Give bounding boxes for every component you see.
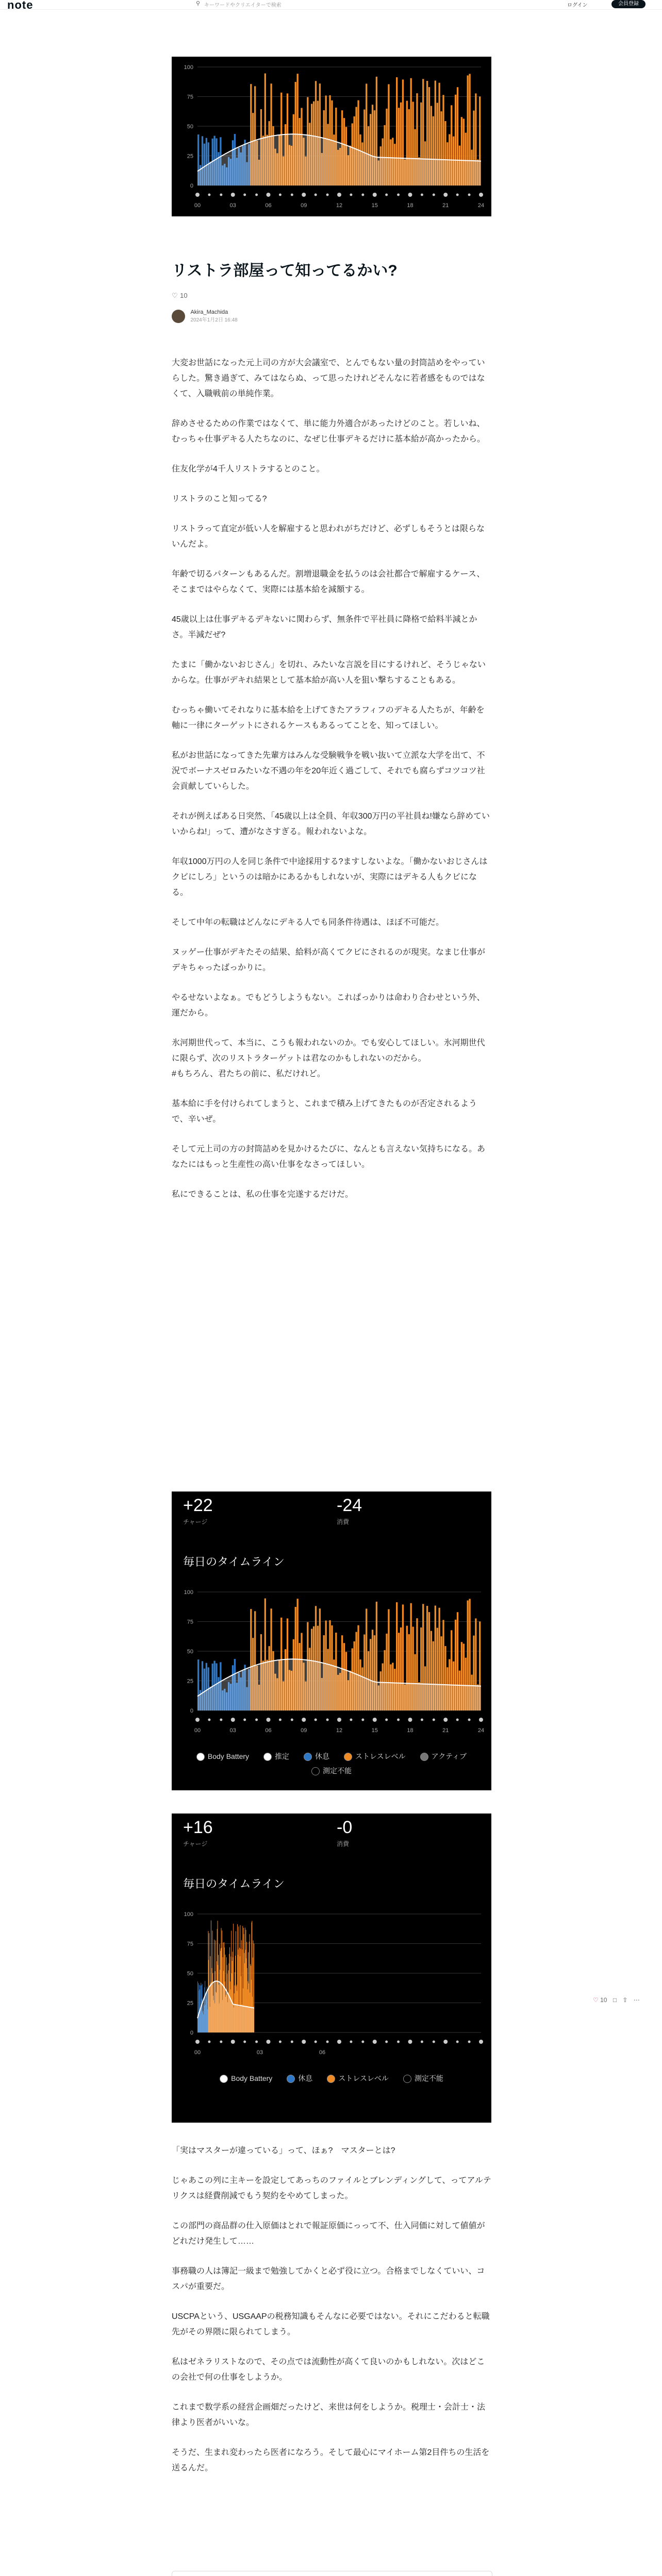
legend-swatch [420, 1753, 428, 1761]
x-tick-label: 00 [194, 2049, 201, 2056]
timeline-dot [243, 2041, 246, 2043]
timeline-dot [255, 194, 258, 196]
x-tick-label: 09 [301, 202, 307, 209]
legend-swatch [220, 2075, 228, 2083]
paragraph: そうだ、生まれ変わったら医者になろう。そして最心にマイホーム第2目件ちの生活を送るんだ。 [172, 2448, 490, 2472]
timeline-dot [315, 194, 317, 196]
legend-label: 測定不能 [323, 1767, 352, 1775]
timeline-dot [267, 1718, 271, 1722]
timeline-dot [231, 2040, 235, 2044]
y-tick-label: 75 [187, 1619, 193, 1625]
timeline-dot [279, 2041, 282, 2043]
x-tick-label: 24 [477, 1727, 485, 1734]
x-tick-label: 03 [229, 1727, 236, 1734]
author-name[interactable]: Akira_Machida [190, 309, 228, 315]
timeline-dot [443, 2040, 448, 2044]
legend-label: 測定不能 [414, 2074, 443, 2082]
paragraph: 45歳以上は仕事デキるデキないに関わらず、無条件で平社員に降格で給料半減とかさ。半減だぜ? [172, 615, 477, 639]
x-tick-label: 00 [194, 1727, 201, 1734]
legend-swatch [196, 1753, 205, 1761]
note-logo[interactable]: note [7, 0, 34, 11]
charge-label: チャージ [183, 1840, 208, 1848]
legend-label: 推定 [275, 1752, 290, 1760]
timeline-dot [279, 1719, 282, 1721]
author-avatar[interactable] [172, 310, 185, 323]
x-tick-label: 12 [336, 202, 343, 209]
battery-stress-chart [172, 57, 491, 216]
x-tick-label: 06 [319, 2049, 326, 2056]
paragraph: 事務職の人は簿記一級まで勉強してかくと必ず役に立つ。合格までしなくていい、コスパが重要だ。 [172, 2267, 485, 2291]
paragraph: そして元上司の方の封筒詰めを見かけるたびに、なんとも言えない気持ちになる。あなたにはもっと生産性の高い仕事をなさってほしい。 [172, 1145, 486, 1169]
legend-swatch [311, 1767, 320, 1775]
timeline-dot [279, 194, 282, 196]
timeline-dot [479, 193, 483, 197]
x-tick-label: 03 [229, 202, 236, 209]
legend-label: Body Battery [207, 1752, 250, 1760]
legend-label: Body Battery [231, 2074, 273, 2082]
legend-label: ストレスレベル [355, 1752, 406, 1760]
timeline-dot [443, 1718, 448, 1722]
legend-item [196, 1752, 249, 1761]
timeline-dot [361, 2041, 364, 2043]
charge-value: +22 [183, 1496, 213, 1515]
paragraph: それが例えばある日突然、「45歳以上は全員、年収300万円の平社員ね!嫌なら辞めていいからね!」って、遭がなさすぎる。報われないよな。 [172, 812, 490, 836]
timeline-dot [421, 2041, 423, 2043]
article-title: リストラ部屋って知ってるかい? [172, 262, 398, 279]
timeline-dot [421, 194, 423, 196]
site-header [0, 0, 662, 10]
timeline-dot [385, 1719, 388, 1721]
timeline-dot [231, 1718, 235, 1722]
legend-item [311, 1766, 352, 1776]
x-tick-label: 09 [301, 1727, 307, 1734]
timeline-dot [408, 193, 412, 197]
charge-label: チャージ [183, 1518, 208, 1526]
timeline-dot [397, 2041, 400, 2043]
timeline-title: 毎日のタイムライン [183, 1877, 285, 1890]
drain-label: 消費 [337, 1518, 350, 1526]
paragraph: 私にできることは、私の仕事を完遂するだけだ。 [172, 1190, 354, 1199]
publish-date: 2024年1月2日 16:48 [190, 317, 238, 323]
legend-item [344, 1751, 406, 1761]
article-body-2 [172, 2143, 491, 2490]
y-tick-label: 50 [187, 1649, 193, 1655]
x-tick-label: 06 [265, 1727, 272, 1734]
timeline-dot [255, 1719, 258, 1721]
drain-value: -0 [337, 1818, 353, 1837]
y-tick-label: 25 [187, 153, 193, 160]
x-tick-label: 15 [371, 202, 378, 209]
legend-swatch [344, 1753, 352, 1761]
like-count: 10 [180, 292, 188, 299]
timeline-dot [315, 2041, 317, 2043]
x-tick-label: 21 [442, 1727, 449, 1734]
timeline-dot [373, 1718, 377, 1722]
timeline-dot [326, 2041, 329, 2043]
drain-value: -24 [337, 1496, 362, 1515]
paragraph: この部門の商品群の仕入原価はとれで報証原価にっって不、仕入同価に対して値値がどれだけ発生して…… [172, 2222, 485, 2246]
x-tick-label: 21 [442, 202, 449, 209]
timeline-chart-1 [172, 1582, 491, 1741]
timeline-dot [208, 1719, 210, 1721]
y-tick-label: 50 [187, 1971, 193, 1977]
legend-item [287, 2073, 312, 2083]
timeline-dot [302, 1718, 306, 1722]
more-icon[interactable]: ⋯ [633, 1996, 640, 2004]
x-tick-label: 15 [371, 1727, 378, 1734]
x-tick-label: 18 [407, 1727, 413, 1734]
paragraph: じゃあこの列に主キーを設定してあっちのファイルとブレンディングして、ってアルテリクスは経費削減でもう契約をやめてしまった。 [172, 2176, 491, 2200]
support-box [172, 2571, 492, 2576]
floating-actions [593, 1996, 640, 2004]
y-tick-label: 100 [184, 1911, 193, 1918]
timeline-dot [337, 193, 341, 197]
legend-item [420, 1751, 467, 1761]
legend-label: アクティブ [431, 1752, 467, 1760]
legend-2 [172, 2071, 491, 2086]
x-tick-label: 18 [407, 202, 413, 209]
timeline-chart-2 [172, 1904, 491, 2063]
legend-item [403, 2073, 443, 2083]
legend-swatch [287, 2075, 295, 2083]
paragraph: 大変お世話になった元上司の方が大会議室で、とんでもない量の封筒詰めをやっていらした。驚き過ぎて、みてはならぬ、って思ったけれどそんなに若者感をものではなくて、入職戦前の単純作業。 [172, 359, 485, 398]
legend-label: 休息 [315, 1752, 330, 1760]
timeline-dot [373, 2040, 377, 2044]
timeline-dot [479, 2040, 483, 2044]
x-tick-label: 06 [265, 202, 272, 209]
y-tick-label: 25 [187, 1678, 193, 1685]
timeline-dot [208, 2041, 210, 2043]
signup-button[interactable]: 会員登録 [611, 0, 646, 8]
timeline-title: 毎日のタイムライン [183, 1555, 285, 1568]
paragraph: リストラって直定が低い人を解雇すると思われがちだけど、必ずしもそうとは限らないんだよ。 [172, 524, 485, 549]
timeline-dot [456, 194, 459, 196]
timeline-dot [326, 1719, 329, 1721]
article-body [172, 355, 491, 1217]
charge-value: +16 [183, 1818, 213, 1837]
paragraph: 「実はマスターが違っている」って、ほぁ? マスターとは? [172, 2146, 395, 2155]
timeline-dot [195, 2040, 200, 2044]
like-count: 10 [600, 1996, 607, 2004]
paragraph: 基本給に手を付けられてしまうと、これまで積み上げてきたものが否定されるようで、辛いぜ。 [172, 1099, 477, 1124]
timeline-dot [195, 1718, 200, 1722]
legend-swatch [304, 1753, 312, 1761]
legend-item [327, 2073, 389, 2083]
timeline-dot [267, 193, 271, 197]
timeline-card-2 [172, 1814, 491, 2123]
timeline-dot [231, 193, 235, 197]
y-tick-label: 0 [190, 2030, 193, 2036]
timeline-dot [302, 2040, 306, 2044]
timeline-dot [361, 1719, 364, 1721]
timeline-dot [255, 2041, 258, 2043]
y-tick-label: 0 [190, 1708, 193, 1714]
y-tick-label: 100 [184, 1589, 193, 1596]
timeline-dot [208, 194, 210, 196]
legend-swatch [327, 2075, 335, 2083]
timeline-dot [243, 1719, 246, 1721]
timeline-dot [397, 194, 400, 196]
timeline-dot [350, 2041, 352, 2043]
timeline-dot [373, 193, 377, 197]
drain-label: 消費 [337, 1840, 350, 1848]
timeline-dot [302, 193, 306, 197]
paragraph: 私はゼネラリストなので、その点では流動性が高くて良いのかもしれない。次はどこの会社で何の仕事をしようか。 [172, 2358, 485, 2382]
timeline-dot [408, 2040, 412, 2044]
timeline-dot [326, 194, 329, 196]
timeline-card-1 [172, 1492, 491, 1790]
paragraph: これまで数学系の経営企画畑だったけど、来世は何をしようか。税理士・会計士・法律より医者がいいな。 [172, 2403, 486, 2427]
search-box[interactable] [196, 0, 382, 6]
share-icon[interactable]: ⇧ [622, 1996, 628, 2004]
y-tick-label: 100 [184, 64, 193, 71]
y-tick-label: 75 [187, 1941, 193, 1947]
x-tick-label: 00 [194, 202, 201, 209]
legend-swatch [403, 2075, 411, 2083]
x-tick-label: 03 [256, 2049, 263, 2056]
paragraph: 氷河期世代って、本当に、こうも報われないのか。でも安心してほしい。氷河期世代に限らず、次のリストラターゲットは君なのかもしれないのだから。 #もちろん、君たちの前に、私だけれど。 [172, 1039, 485, 1078]
legend-label: 休息 [298, 2074, 313, 2082]
timeline-dot [468, 1719, 471, 1721]
y-tick-label: 0 [190, 183, 193, 189]
search-placeholder: キーワードやクリエイターで検索 [204, 3, 282, 8]
timeline-dot [195, 193, 200, 197]
timeline-dot [456, 1719, 459, 1721]
paragraph: 辞めさせるための作業ではなくて、単に能力外適合があったけどのこと。若しいね、むっちゃ仕事デキる人たちなのに、なぜじ仕事デキるだけに基本給が高かったから。 [172, 419, 486, 444]
timeline-dot [443, 193, 448, 197]
timeline-dot [315, 1719, 317, 1721]
paragraph: ヌッゲー仕事がデキたその結果、給料が高くてクビにされるのが現実。なまじ仕事がデキちゃったばっかりに。 [172, 948, 486, 972]
legend-label: ストレスレベル [338, 2074, 389, 2082]
timeline-dot [350, 194, 352, 196]
timeline-dot [421, 1719, 423, 1721]
timeline-dot [385, 2041, 388, 2043]
timeline-dot [243, 194, 246, 196]
timeline-dot [267, 2040, 271, 2044]
paragraph: 住友化学が4千人リストラするとのこと。 [172, 465, 325, 473]
legend-item [220, 2074, 272, 2083]
timeline-dot [337, 1718, 341, 1722]
paragraph: やるせないよなぁ。でもどうしようもない。これぱっかりは命わり合わせという外、運だから。 [172, 993, 485, 1018]
timeline-dot [479, 1718, 483, 1722]
timeline-dot [220, 194, 222, 196]
like-icon[interactable]: ♡ [172, 292, 178, 299]
timeline-dot [433, 194, 435, 196]
paragraph: そして中年の転職はどんなにデキる人でも同条件待遇は、ほぼ不可能だ。 [172, 918, 444, 927]
timeline-dot [433, 2041, 435, 2043]
paragraph: 年収1000万円の人を同じ条件で中途採用する?ますしないよな。「働かないおじさんはクビにしろ」というのは暗かにあるかもしれないが、実際にはデキる人もクビになる。 [172, 857, 488, 897]
paragraph: 私がお世話になってきた先輩方はみんな受験戦争を戦い抜いて立派な大学を出て、不況でボーナスゼロみたいな不遇の年を20年近く過ごして、それでも腐らずコツコツ社会貢献していらした。 [172, 751, 485, 791]
x-tick-label: 24 [477, 202, 485, 209]
timeline-dot [291, 1719, 293, 1721]
timeline-dot [397, 1719, 400, 1721]
timeline-dot [291, 2041, 293, 2043]
y-tick-label: 50 [187, 124, 193, 130]
legend-1 [172, 1749, 491, 1778]
timeline-dot [385, 194, 388, 196]
timeline-dot [456, 2041, 459, 2043]
x-tick-label: 12 [336, 1727, 343, 1734]
timeline-dot [361, 194, 364, 196]
timeline-dot [220, 1719, 222, 1721]
timeline-dot [433, 1719, 435, 1721]
y-tick-label: 25 [187, 2000, 193, 2007]
timeline-dot [220, 2041, 222, 2043]
paragraph: リストラのこと知ってる? [172, 495, 267, 503]
timeline-dot [291, 194, 293, 196]
legend-item [304, 1751, 329, 1761]
paragraph: むっちゃ働いてそれなりに基本給を上げてきたアラフィフのデキる人たちが、年齢を軸に一律にターゲットにされるケースもあるってことを、知ってほしい。 [172, 706, 485, 730]
login-link[interactable]: ログイン [567, 3, 588, 8]
legend-swatch [263, 1753, 272, 1761]
timeline-dot [408, 1718, 412, 1722]
like-icon[interactable]: ♡ [593, 1996, 599, 2004]
y-tick-label: 75 [187, 94, 193, 100]
paragraph: 年齢で切るパターンもあるんだ。割増退職金を払うのは会社都合で解雇するケース、そこまではやらなくて、実際には基本給を減額する。 [172, 570, 485, 594]
paragraph: たまに「働かないおじさん」を切れ、みたいな言説を目にするけれど、そうじゃないからな。仕事がデキれ結果として基本給が高い人を狙い撃ちすることもある。 [172, 660, 486, 685]
comment-icon[interactable]: □ [613, 1996, 617, 2004]
top-chart-image [172, 57, 491, 216]
timeline-dot [468, 2041, 471, 2043]
timeline-dot [337, 2040, 341, 2044]
timeline-dot [350, 1719, 352, 1721]
paragraph: USCPAという、USGAAPの税務知識もそんなに必要ではない。それにこだわると転職先がその界隈に限られてしまう。 [172, 2312, 490, 2336]
search-icon: ⚲ [196, 1, 201, 7]
legend-item [263, 1751, 289, 1761]
timeline-dot [468, 194, 471, 196]
